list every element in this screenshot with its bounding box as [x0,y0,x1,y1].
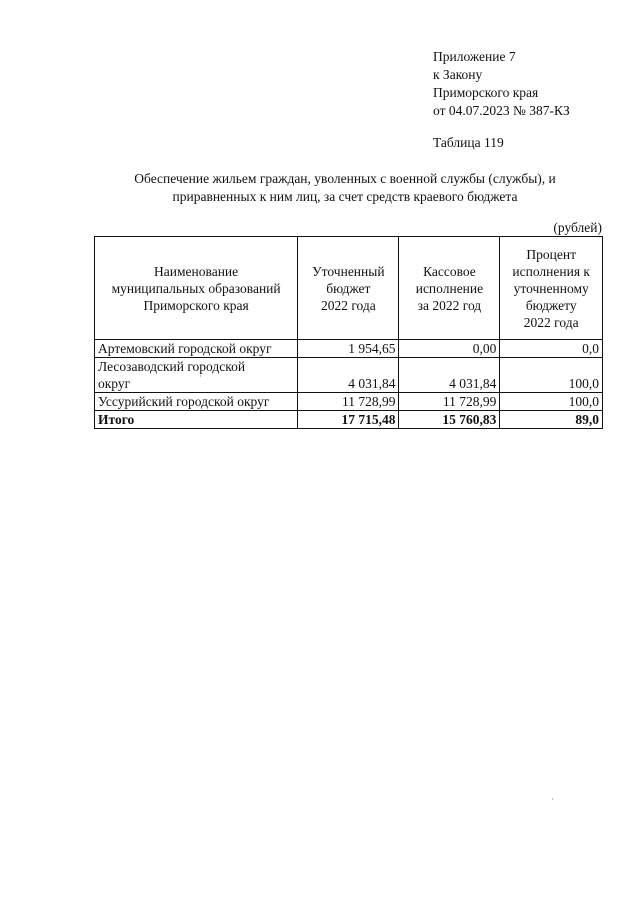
header-line: за 2022 год [417,297,482,313]
table-row [95,358,603,393]
table-row [95,340,603,358]
row-name-line: Лесозаводский городской [98,359,246,374]
row-name [95,358,298,393]
total-name: Итого [95,411,298,429]
row-budget: 1 954,65 [298,340,399,358]
header-municipality [95,237,298,340]
row-execution: 11 728,99 [399,393,500,411]
total-row [95,411,603,429]
appendix-line: от 04.07.2023 № 387-КЗ [433,103,570,118]
header-line: уточненному [513,280,589,296]
row-budget: 4 031,84 [298,358,399,393]
header-budget [298,237,399,340]
units-label: (рублей) [553,220,602,235]
row-execution: 0,00 [399,340,500,358]
header-line: бюджет [326,280,371,296]
header-line: Приморского края [143,297,249,313]
row-execution: 4 031,84 [399,358,500,393]
table-row [95,393,603,411]
budget-table [94,236,603,429]
row-percent: 0,0 [500,340,603,358]
scan-speck [552,798,553,800]
header-line: Уточненный [312,263,385,279]
row-name-line: Уссурийский городской округ [98,394,270,409]
table-header-row [95,237,603,340]
header-line: 2022 года [523,314,579,330]
appendix-line: к Закону [433,67,483,82]
total-execution: 15 760,83 [399,411,500,429]
table-number: Таблица 119 [433,135,504,150]
header-line: исполнения к [512,263,590,279]
header-line: муниципальных образований [111,280,281,296]
row-name-line: округ [98,376,131,391]
row-budget: 11 728,99 [298,393,399,411]
appendix-block [433,48,570,120]
document-title [80,170,610,206]
title-line: приравненных к ним лиц, за счет средств краевого бюджета [172,189,518,204]
row-percent: 100,0 [500,358,603,393]
header-line: 2022 года [320,297,376,313]
appendix-line: Приложение 7 [433,49,516,64]
row-percent: 100,0 [500,393,603,411]
row-name [95,340,298,358]
scan-speck [200,375,201,377]
row-name-line: Артемовский городской округ [98,341,272,356]
total-budget: 17 715,48 [298,411,399,429]
header-line: исполнение [415,280,484,296]
header-line: Кассовое [423,263,476,279]
appendix-line: Приморского края [433,85,539,100]
total-percent: 89,0 [500,411,603,429]
row-name [95,393,298,411]
header-line: бюджету [525,297,577,313]
header-percent [500,237,603,340]
header-line: Процент [526,246,576,262]
header-line: Наименование [154,263,239,279]
header-execution [399,237,500,340]
title-line: Обеспечение жильем граждан, уволенных с военной службы (службы), и [134,171,556,186]
